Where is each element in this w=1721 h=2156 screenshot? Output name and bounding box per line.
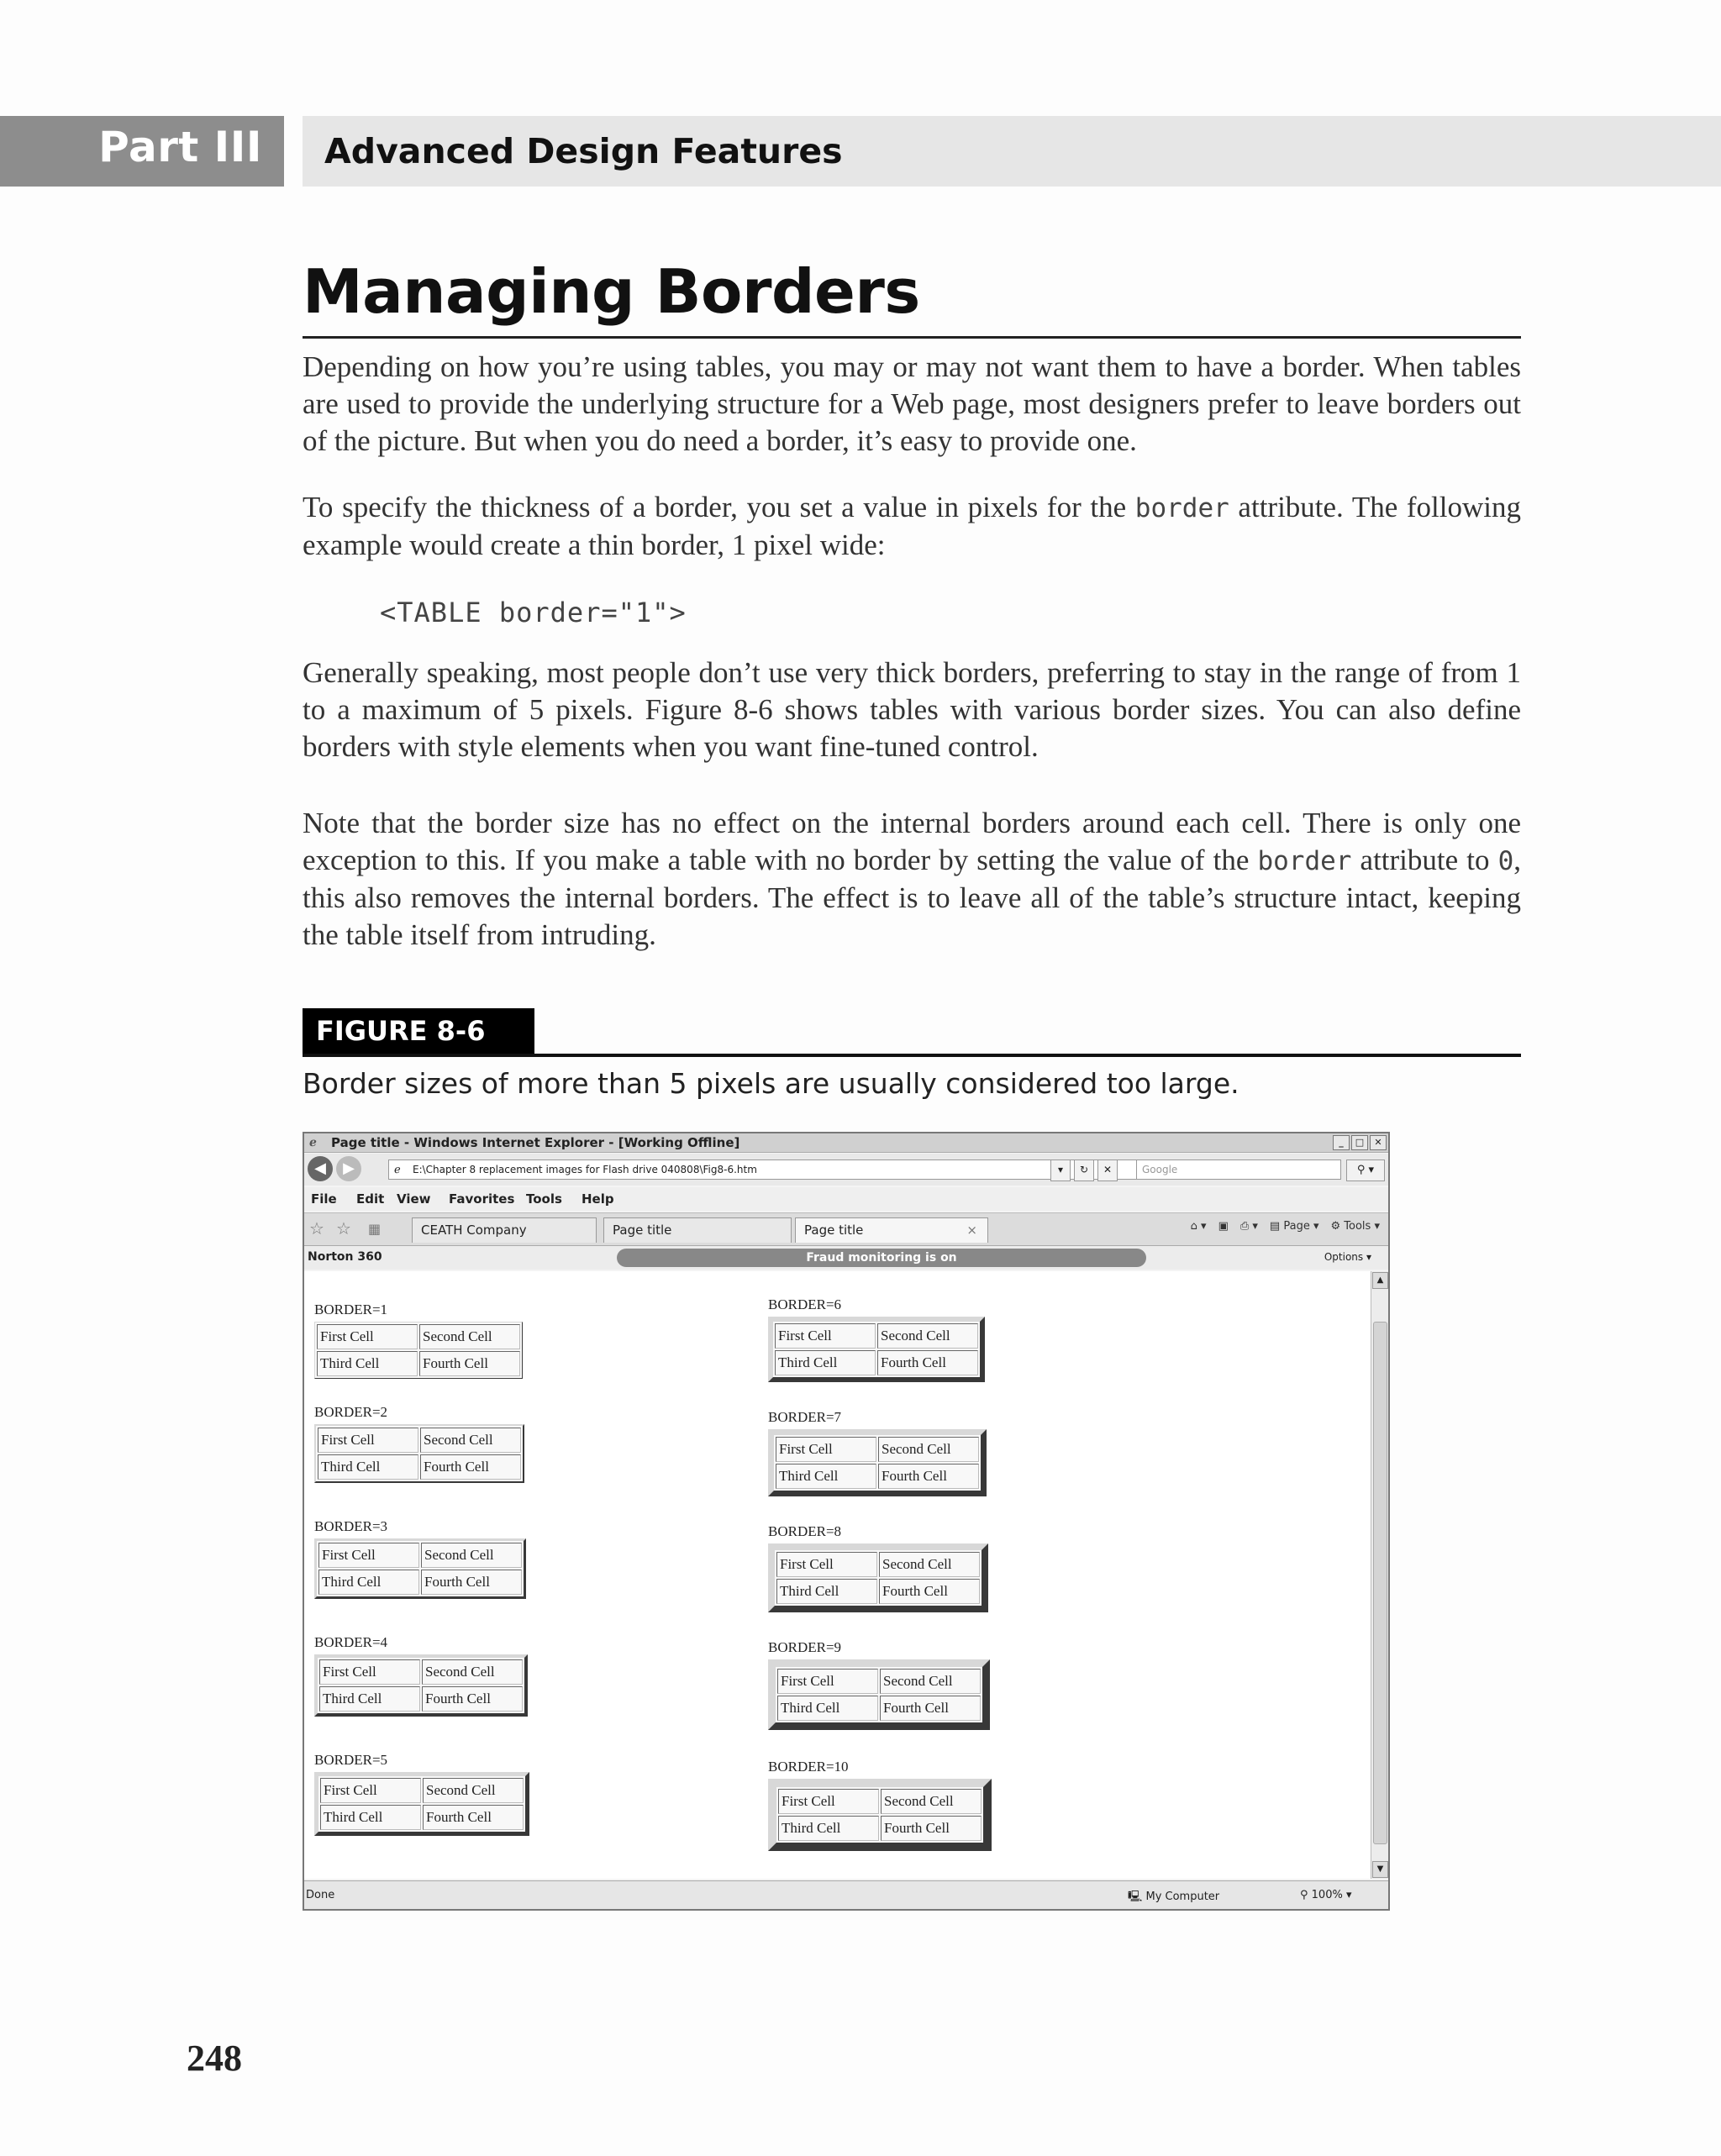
ie-icon: ℯ	[309, 1136, 317, 1149]
paragraph-4	[303, 805, 1521, 954]
page-number: 248	[187, 2038, 242, 2079]
table-cell: Third Cell	[318, 1570, 419, 1595]
address-text: E:\Chapter 8 replacement images for Flash drive 040808\Fig8-6.htm	[413, 1164, 757, 1175]
border-demo-table	[314, 1654, 528, 1717]
page-title: Managing Borders	[303, 256, 920, 327]
border-demo-table	[314, 1424, 524, 1483]
section-title: Advanced Design Features	[324, 131, 843, 171]
home-icon[interactable]: ⌂ ▾	[1190, 1220, 1207, 1233]
forward-button[interactable]: ▶	[336, 1156, 361, 1181]
border-demo-table	[768, 1317, 985, 1382]
tab-page-title-2[interactable]	[795, 1217, 988, 1243]
menu-help[interactable]: Help	[582, 1191, 614, 1207]
options-menu[interactable]: Options ▾	[1324, 1251, 1371, 1263]
paragraph-1: Depending on how you’re using tables, you may or may not want them to have a border. When tables are used to provide the underlying structure for a Web page, most designers prefer to leave borders out of the picture. But when you do need a border, it’s easy to provide one.	[303, 350, 1521, 457]
tab-row	[304, 1212, 1388, 1246]
address-row	[304, 1154, 1388, 1186]
code-example: <TABLE border="1">	[380, 597, 687, 628]
table-cell: Fourth Cell	[423, 1805, 524, 1830]
border-demo-table	[314, 1772, 529, 1836]
close-icon[interactable]: ✕	[1370, 1135, 1387, 1150]
border-demo-table	[768, 1659, 990, 1730]
border-demo-1	[314, 1301, 523, 1379]
tab-label: CEATH Company	[421, 1223, 527, 1238]
table-cell: Fourth Cell	[881, 1816, 982, 1841]
tab-label: Page title	[804, 1223, 864, 1238]
menu-file[interactable]: File	[311, 1191, 337, 1207]
table-cell: Second Cell	[420, 1428, 521, 1453]
table-cell: Second Cell	[878, 1437, 979, 1462]
border-demo-5	[314, 1752, 529, 1836]
table-cell: Third Cell	[775, 1350, 876, 1375]
quick-tabs-icon[interactable]: ▦	[368, 1221, 382, 1237]
table-cell: Third Cell	[776, 1579, 877, 1604]
browser-titlebar	[304, 1133, 1388, 1153]
paragraph-2	[303, 489, 1521, 564]
border-demo-2	[314, 1404, 524, 1483]
border-demo-4	[314, 1634, 528, 1717]
border-demo-table	[768, 1779, 992, 1851]
table-cell: Fourth Cell	[880, 1696, 981, 1721]
table-cell: Third Cell	[320, 1805, 421, 1830]
table-cell: Third Cell	[776, 1464, 876, 1489]
border-demo-label: BORDER=8	[768, 1523, 842, 1539]
security-zone: 🖳 My Computer	[1128, 1890, 1220, 1903]
part-band	[303, 116, 1721, 187]
browser-screenshot	[303, 1132, 1390, 1911]
table-cell: Fourth Cell	[419, 1351, 520, 1376]
zoom-label: 100%	[1311, 1889, 1343, 1901]
table-cell: First Cell	[318, 1428, 418, 1453]
border-demo-table	[314, 1322, 523, 1379]
table-cell: First Cell	[317, 1324, 418, 1349]
border-demo-label: BORDER=5	[314, 1752, 388, 1768]
table-cell: First Cell	[319, 1659, 420, 1685]
table-cell: Second Cell	[879, 1552, 980, 1577]
tab-label: Page title	[613, 1223, 672, 1238]
vertical-scrollbar[interactable]	[1371, 1271, 1388, 1879]
table-cell: Second Cell	[422, 1659, 523, 1685]
table-cell: First Cell	[320, 1778, 421, 1803]
page-menu[interactable]: ▤ Page ▾	[1269, 1220, 1319, 1233]
inline-code-zero: 0	[1497, 846, 1514, 876]
table-cell: First Cell	[776, 1437, 876, 1462]
menu-tools[interactable]: Tools	[526, 1191, 562, 1207]
table-cell: Fourth Cell	[879, 1579, 980, 1604]
border-demo-label: BORDER=3	[314, 1518, 388, 1534]
zoom-level[interactable]: ⚲ 100% ▾	[1300, 1889, 1352, 1901]
back-button[interactable]: ◀	[308, 1156, 333, 1181]
page-menu-label: Page	[1283, 1220, 1310, 1233]
figure-caption: Border sizes of more than 5 pixels are usually considered too large.	[303, 1067, 1239, 1100]
border-demo-table	[768, 1429, 987, 1496]
border-demo-label: BORDER=7	[768, 1409, 842, 1425]
tab-close-icon[interactable]: ×	[966, 1223, 977, 1238]
border-demo-label: BORDER=10	[768, 1759, 849, 1775]
paragraph-3: Generally speaking, most people don’t use very thick borders, preferring to stay in the range of from 1 to a maximum of 5 pixels. Figure 8-6 shows tables with various border sizes. You can also define borders with style elements when you want fine-tuned control.	[303, 656, 1521, 763]
table-cell: Second Cell	[423, 1778, 524, 1803]
table-cell: Second Cell	[421, 1543, 522, 1568]
maximize-icon[interactable]: □	[1351, 1135, 1368, 1150]
part-label: Part III	[98, 123, 262, 171]
table-cell: Fourth Cell	[422, 1686, 523, 1712]
norton-label: Norton 360	[308, 1250, 382, 1264]
fraud-monitoring-status[interactable]: Fraud monitoring is on	[617, 1249, 1146, 1267]
table-cell: Third Cell	[778, 1816, 879, 1841]
title-rule	[303, 336, 1521, 339]
border-demo-8	[768, 1523, 988, 1612]
table-cell: Fourth Cell	[420, 1454, 521, 1480]
print-icon[interactable]: ⎙ ▾	[1239, 1220, 1258, 1233]
table-cell: Third Cell	[319, 1686, 420, 1712]
status-bar	[304, 1880, 1388, 1910]
refresh-icon[interactable]: ↻	[1074, 1160, 1094, 1181]
table-cell: Third Cell	[317, 1351, 418, 1376]
table-cell: Third Cell	[318, 1454, 418, 1480]
dropdown-icon[interactable]: ▾	[1050, 1160, 1071, 1181]
page-content	[304, 1271, 1371, 1879]
border-demo-table	[314, 1538, 526, 1599]
scroll-up-icon[interactable]: ▲	[1372, 1272, 1388, 1289]
table-cell: First Cell	[776, 1552, 877, 1577]
table-cell: Fourth Cell	[878, 1464, 979, 1489]
paragraph-2-text-b: attribute. The following example would create a thin border, 1 pixel wide:	[303, 491, 1521, 561]
border-demo-7	[768, 1409, 987, 1496]
table-cell: Second Cell	[881, 1789, 982, 1814]
window-title: Page title - Windows Internet Explorer - [Working Offline]	[331, 1135, 740, 1150]
search-input[interactable]: Google	[1136, 1160, 1341, 1180]
table-cell: Second Cell	[877, 1323, 978, 1349]
tab-ceath-company[interactable]	[412, 1217, 597, 1243]
table-cell: Second Cell	[419, 1324, 520, 1349]
figure-label	[303, 1008, 534, 1054]
table-cell: First Cell	[318, 1543, 419, 1568]
status-text: Done	[306, 1889, 335, 1901]
border-demo-3	[314, 1518, 526, 1599]
figure-rule	[303, 1054, 1521, 1057]
table-cell: Fourth Cell	[421, 1570, 522, 1595]
border-demo-6	[768, 1296, 985, 1382]
address-bar[interactable]	[388, 1160, 1160, 1180]
table-cell: Fourth Cell	[877, 1350, 978, 1375]
menu-favorites[interactable]: Favorites	[449, 1191, 515, 1207]
border-demo-label: BORDER=6	[768, 1296, 842, 1312]
paragraph-4-text-c: , this also removes the internal borders. The effect is to leave all of the table’s structure intact, keeping the table itself from intruding.	[303, 844, 1521, 951]
menu-edit[interactable]: Edit	[356, 1191, 385, 1207]
paragraph-4-text-a: Note that the border size has no effect on the internal borders around each cell. There is only one exception to this. If you make a table with no border by setting the value of the	[303, 807, 1521, 876]
tools-menu-label: Tools	[1344, 1220, 1371, 1233]
scroll-down-icon[interactable]: ▼	[1372, 1861, 1388, 1878]
menu-bar	[304, 1187, 1388, 1211]
border-demo-label: BORDER=9	[768, 1639, 842, 1655]
table-cell: First Cell	[775, 1323, 876, 1349]
options-label: Options	[1324, 1251, 1364, 1263]
paragraph-2-text-a: To specify the thickness of a border, you set a value in pixels for the	[303, 491, 1135, 523]
feeds-icon[interactable]: ▣	[1218, 1220, 1229, 1233]
part-tab	[0, 116, 284, 187]
stop-icon[interactable]: ✕	[1097, 1160, 1118, 1181]
search-icon[interactable]: ⚲ ▾	[1346, 1160, 1385, 1181]
inline-code-border: border	[1134, 493, 1229, 523]
security-zone-label: My Computer	[1145, 1890, 1220, 1903]
page-icon: ℯ	[394, 1164, 401, 1176]
minimize-icon[interactable]: _	[1333, 1135, 1350, 1150]
border-demo-table	[768, 1543, 988, 1612]
paragraph-4-text-b: attribute to	[1351, 844, 1498, 876]
menu-view[interactable]: View	[397, 1191, 431, 1207]
figure-label-text: FIGURE 8-6	[316, 1015, 486, 1047]
favorites-star-icon[interactable]: ☆	[309, 1218, 324, 1238]
add-favorite-icon[interactable]: ☆	[336, 1218, 351, 1238]
border-demo-label: BORDER=4	[314, 1634, 388, 1650]
inline-code-border-2: border	[1257, 846, 1352, 876]
tab-page-title-1[interactable]	[603, 1217, 792, 1243]
table-cell: First Cell	[777, 1669, 878, 1694]
border-demo-10	[768, 1759, 992, 1851]
border-demo-label: BORDER=1	[314, 1301, 388, 1317]
scroll-thumb[interactable]	[1373, 1322, 1387, 1844]
table-cell: Third Cell	[777, 1696, 878, 1721]
table-cell: First Cell	[778, 1789, 879, 1814]
norton-toolbar	[304, 1246, 1388, 1270]
border-demo-label: BORDER=2	[314, 1404, 388, 1420]
table-cell: Second Cell	[880, 1669, 981, 1694]
border-demo-9	[768, 1639, 990, 1730]
tools-menu[interactable]: ⚙ Tools ▾	[1330, 1220, 1380, 1233]
